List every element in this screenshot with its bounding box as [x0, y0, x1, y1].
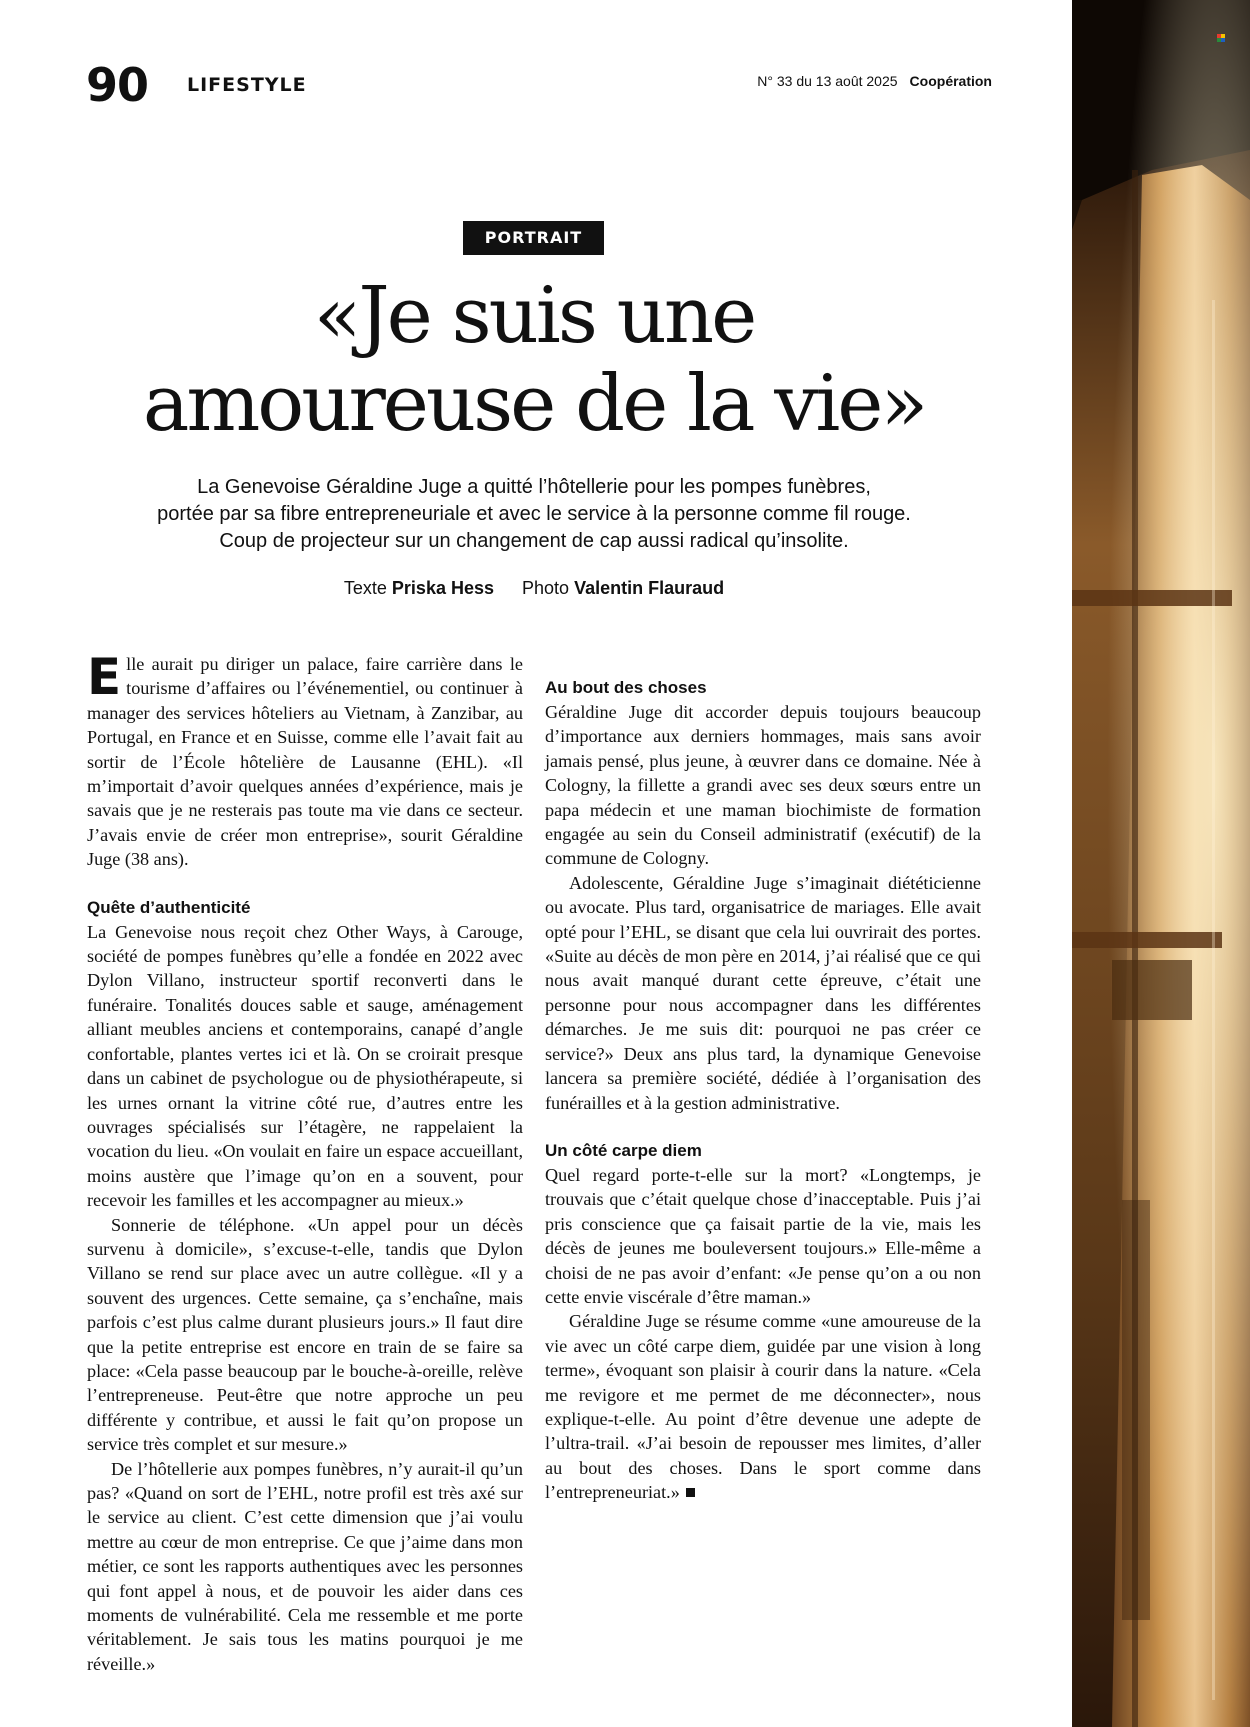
intro-text: lle aurait pu diriger un palace, faire carrière dans le tourisme d’affaires ou l’événementiel, ou continuer à manager des services hôteliers au Vietnam, à Zanzibar, au Portugal, en France et en Suisse, comme elle l’avait fait au sortir de l’École hôtelière de Lausanne (EHL). «Il m’importait d’avoir quelques années d’expérience, mais je savais que je ne resterais pas toute ma vie dans ce secteur. J’avais envie de créer mon entreprise», sourit Géraldine Juge (38 ans).	[87, 654, 523, 870]
lead-line-1: La Genevoise Géraldine Juge a quitté l’hôtellerie pour les pompes funèbres,	[197, 476, 871, 498]
brand-name: Coopération	[909, 73, 992, 89]
paragraph: La Genevoise nous reçoit chez Other Ways, à Carouge, société de pompes funèbres qu’elle a fondée en 2022 avec Dylon Villano, instructeur sportif reconverti dans le funéraire. Tonalités douces sable et sauge, aménagement alliant meubles anciens et contemporains, canapé d’angle confortable, plantes vertes ici et là. On se croirait presque dans un cabinet de psychologue ou de physiothérapeute, si les urnes ornant la vitrine côté rue, d’autres entre les ouvrages spécialisés sur l’étagère, ne rappelaient la vocation du lieu. «On voulait en faire un espace accueillant, moins austère que l’image qu’on en a souvent, pour recevoir les familles et les accompagner au mieux.»	[87, 921, 523, 1211]
paragraph: Quel regard porte-t-elle sur la mort? «Longtemps, je trouvais que c’était quelque chose d’inacceptable. Puis j’ai pris conscience que ça faisait partie de la vie, mais les décès de jeunes me bouleversent toujours.» Elle-même a choisi de ne pas avoir d’enfant: «Je pense qu’on a ou non cette envie viscérale d’être maman.»	[545, 1164, 981, 1307]
paragraph: Sonnerie de téléphone. «Un appel pour un décès survenu à domicile», s’excuse-t-elle, tandis que Dylon Villano se rend sur place avec un autre collègue. «Il y a souvent des urgences. Cette semaine, ça s’enchaîne, mais parfois c’est plus calme durant plusieurs jours.» Il faut dire que la petite entreprise est encore en train de se faire sa place: «Cela passe beaucoup par le bouche-à-oreille, relève l’entrepreneuse. Peut-être que notre approche un peu différente y contribue, et aussi le fait qu’on propose un service très complet et sur mesure.»	[87, 1214, 523, 1455]
issue-info	[757, 73, 992, 89]
logo-icon	[1217, 34, 1225, 42]
photo-label: Photo	[522, 578, 570, 598]
subheading-2: Au bout des choses	[545, 678, 707, 697]
lead-line-3: Coup de projecteur sur un changement de cap aussi radical qu’insolite.	[219, 530, 849, 552]
subheading-3: Un côté carpe diem	[545, 1140, 702, 1160]
subheading-1: Quête d’authenticité	[87, 897, 251, 917]
drop-cap: E	[87, 648, 122, 706]
photographer-name: Valentin Flauraud	[574, 578, 725, 598]
kicker-badge: PORTRAIT	[463, 221, 604, 255]
paragraph-intro	[87, 648, 523, 872]
text-column-1	[87, 648, 523, 1676]
paragraph: Adolescente, Géraldine Juge s’imaginait diététicienne ou avocate. Plus tard, organisatrice de mariages. Elle avait opté pour l’EHL, se disant que cela lui ouvrirait des portes. «Suite au décès de mon père en 2014, j’ai réalisé que ce qui nous avait manqué durant cette épreuve, c’était une personne pour nous accompagner dans les différentes démarches. Je me suis dit: pourquoi ne pas créer ce service?» Deux ans plus tard, la dynamique Genevoise lancera sa première société, dédiée à l’organisation des funérailles et à la gestion administrative.	[545, 872, 981, 1113]
lead-paragraph	[120, 474, 948, 555]
page-number: 90	[86, 58, 149, 112]
headline-line-1: «Je suis une	[313, 271, 755, 361]
paragraph-final	[545, 1309, 981, 1504]
end-mark-icon	[686, 1488, 695, 1497]
text-column-2	[545, 652, 981, 1505]
byline	[180, 578, 888, 599]
issue-date: N° 33 du 13 août 2025	[757, 73, 898, 89]
headline	[60, 272, 1008, 448]
headline-line-2: amoureuse de la vie»	[142, 359, 926, 449]
paragraph: Géraldine Juge dit accorder depuis toujours beaucoup d’importance aux derniers hommages, mais sans avoir jamais pensé, plus jeune, à œuvrer dans ce domaine. Née à Cologny, la fillette a grandi avec ses deux sœurs entre un papa médecin et une maman biochimiste de formation engagée au sein du Conseil administratif (exécutif) de la commune de Cologny.	[545, 702, 981, 869]
author-name: Priska Hess	[391, 578, 494, 598]
section-label: LIFESTYLE	[187, 74, 307, 96]
text-label: Texte	[343, 578, 387, 598]
photo-strip	[1072, 0, 1250, 1727]
lead-line-2: portée par sa fibre entrepreneuriale et avec le service à la personne comme fil rouge.	[157, 503, 911, 525]
coffin-photo	[1072, 0, 1250, 1727]
final-text: Géraldine Juge se résume comme «une amoureuse de la vie avec un côté carpe diem, guidée par une vision à long terme», évoquant son plaisir à courir dans la nature. «Cela me revigore et me permet de me déconnecter», nous explique-t-elle. Au point d’être devenue une adepte de l’ultra-trail. «J’ai besoin de repousser mes limites, d’aller au bout des choses. Dans le sport comme dans l’entrepreneuriat.»	[545, 1311, 981, 1503]
paragraph: De l’hôtellerie aux pompes funèbres, n’y aurait-il qu’un pas? «Quand on sort de l’EHL, notre profil est très axé sur le service au client. C’est cette dimension que j’ai voulu mettre au cœur de mon entreprise. Ce que j’aime dans mon métier, ce sont les rapports authentiques avec les personnes qui font appel à nous, et de pouvoir les aider dans ces moments de vulnérabilité. Cela me ressemble et me porte véritablement. Je sais tous les matins pourquoi je me réveille.»	[87, 1458, 523, 1674]
